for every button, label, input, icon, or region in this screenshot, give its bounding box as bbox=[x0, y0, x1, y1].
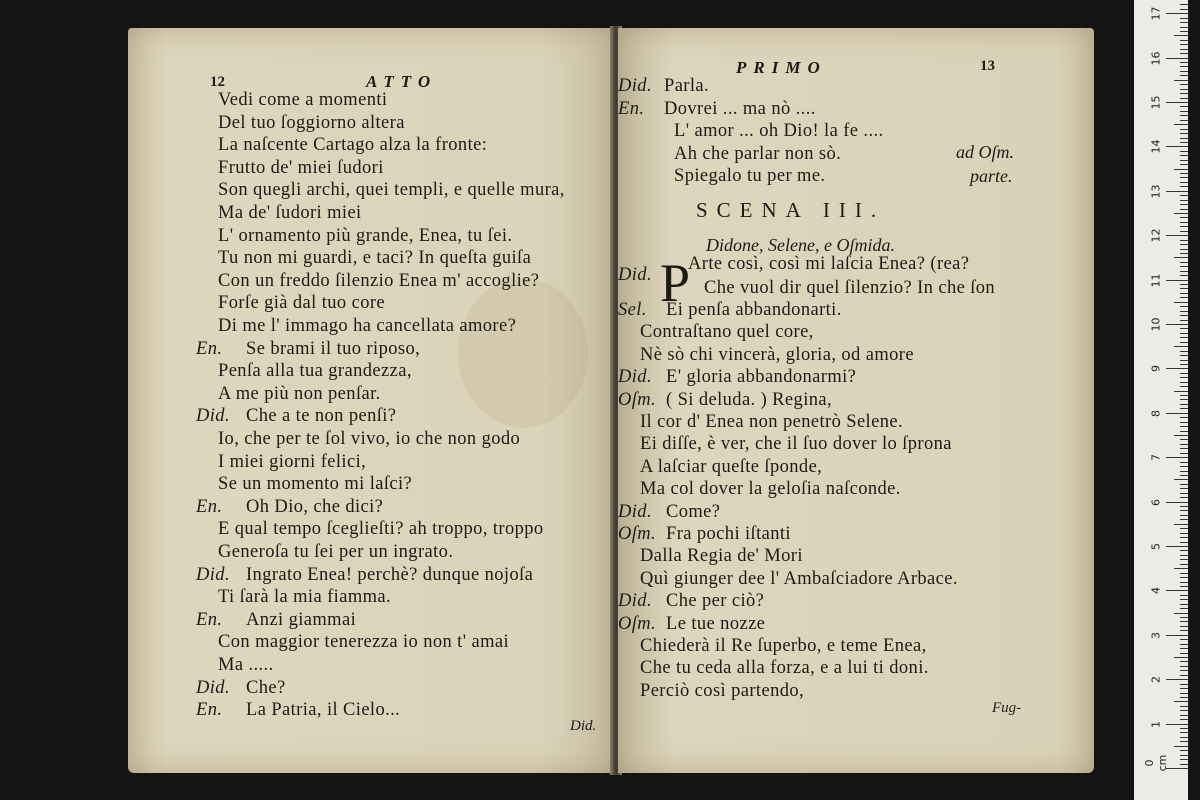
verse-line: Anzi giammai bbox=[246, 609, 357, 630]
ruler-tick bbox=[1180, 297, 1188, 298]
ruler-tick bbox=[1166, 324, 1188, 325]
verse-line: Penſa alla tua grandezza, bbox=[218, 361, 412, 382]
ruler-tick bbox=[1180, 49, 1188, 50]
aside-parte: parte. bbox=[970, 166, 1013, 186]
ruler-tick bbox=[1180, 271, 1188, 272]
ruler-tick bbox=[1180, 31, 1188, 32]
ruler-tick bbox=[1166, 146, 1188, 147]
right-page-number: 13 bbox=[980, 58, 995, 74]
ruler-tick bbox=[1180, 475, 1188, 476]
ruler-tick bbox=[1180, 360, 1188, 361]
ruler-tick bbox=[1180, 519, 1188, 520]
ruler-tick bbox=[1166, 368, 1188, 369]
verse-line: Di me l' immago ha cancellata amore? bbox=[218, 316, 517, 336]
ruler-tick bbox=[1180, 417, 1188, 418]
verse-line: Con maggior tenerezza io non t' amai bbox=[218, 632, 510, 653]
ruler-tick bbox=[1180, 764, 1188, 765]
verse-line: Il cor d' Enea non penetrò Selene. bbox=[640, 412, 903, 432]
ruler-tick bbox=[1180, 617, 1188, 618]
ruler-tick bbox=[1180, 444, 1188, 445]
ruler-tick bbox=[1180, 661, 1188, 662]
verse-line: Tu non mi guardi, e taci? In queſta guiſa bbox=[218, 248, 532, 269]
ruler-tick bbox=[1180, 240, 1188, 241]
speaker-label: Oſm. bbox=[618, 389, 657, 410]
ruler-tick bbox=[1180, 395, 1188, 396]
verse-line: Io, che per te ſol vivo, io che non godo bbox=[218, 429, 521, 449]
speaker-label: Did. bbox=[618, 501, 652, 522]
speaker-label: Sel. bbox=[618, 300, 647, 320]
ruler-tick bbox=[1180, 328, 1188, 329]
ruler-tick bbox=[1166, 13, 1188, 14]
ruler-tick bbox=[1180, 453, 1188, 454]
verse-line: Frutto de' miei ſudori bbox=[218, 157, 384, 178]
ruler-tick bbox=[1174, 213, 1188, 214]
verse-line: E qual tempo ſceglieſti? ah troppo, troppo bbox=[218, 519, 544, 540]
ruler-tick bbox=[1180, 462, 1188, 463]
ruler-tick bbox=[1180, 93, 1188, 94]
verse-line: Vedi come a momenti bbox=[218, 90, 388, 110]
ruler-tick bbox=[1180, 160, 1188, 161]
ruler-tick bbox=[1180, 466, 1188, 467]
ruler-tick bbox=[1166, 58, 1188, 59]
ruler-tick bbox=[1180, 573, 1188, 574]
ruler-tick bbox=[1174, 80, 1188, 81]
ruler-number: 5 bbox=[1149, 543, 1163, 550]
left-running-head: ATTO bbox=[366, 72, 438, 91]
ruler-tick bbox=[1174, 391, 1188, 392]
ruler-tick bbox=[1180, 186, 1188, 187]
ruler-tick bbox=[1180, 755, 1188, 756]
ruler-tick bbox=[1180, 226, 1188, 227]
ruler-tick bbox=[1180, 244, 1188, 245]
ruler-tick bbox=[1180, 471, 1188, 472]
ruler-tick bbox=[1174, 568, 1188, 569]
ruler-tick bbox=[1180, 377, 1188, 378]
ruler-tick bbox=[1180, 537, 1188, 538]
verse-line: Con un freddo ſilenzio Enea m' accoglie? bbox=[218, 270, 540, 291]
ruler-tick bbox=[1180, 515, 1188, 516]
ruler-tick bbox=[1166, 280, 1188, 281]
ruler-tick bbox=[1180, 493, 1188, 494]
ruler-tick bbox=[1180, 506, 1188, 507]
ruler-tick bbox=[1180, 595, 1188, 596]
verse-line: Ma de' ſudori miei bbox=[218, 203, 362, 223]
verse-line: Quì giunger dee l' Ambaſciadore Arbace. bbox=[640, 568, 958, 589]
ruler-tick bbox=[1180, 27, 1188, 28]
ruler-tick bbox=[1180, 284, 1188, 285]
ruler-tick bbox=[1180, 737, 1188, 738]
ruler-tick bbox=[1180, 710, 1188, 711]
ruler-tick bbox=[1180, 639, 1188, 640]
verse-line: Son quegli archi, quei templi, e quelle mura, bbox=[218, 180, 565, 201]
ruler-tick bbox=[1180, 488, 1188, 489]
verse-line: A laſciar queſte ſponde, bbox=[640, 456, 823, 477]
ruler-number: 12 bbox=[1149, 228, 1163, 243]
ruler-tick bbox=[1180, 675, 1188, 676]
ruler-tick bbox=[1180, 693, 1188, 694]
verse-line: Generoſa tu ſei per un ingrato. bbox=[218, 542, 454, 562]
left-page bbox=[128, 28, 614, 773]
ruler-tick bbox=[1180, 204, 1188, 205]
ruler-tick bbox=[1180, 577, 1188, 578]
ruler-tick bbox=[1180, 195, 1188, 196]
verse-line: Parla. bbox=[664, 76, 710, 96]
verse-line: Dovrei ... ma nò .... bbox=[664, 98, 816, 119]
ruler-tick bbox=[1166, 191, 1188, 192]
ruler-tick bbox=[1166, 235, 1188, 236]
ruler-tick bbox=[1166, 590, 1188, 591]
ruler-number: 6 bbox=[1149, 498, 1163, 506]
ruler-tick bbox=[1180, 66, 1188, 67]
ruler-number: 17 bbox=[1149, 6, 1163, 21]
verse-line: E' gloria abbandonarmi? bbox=[666, 367, 857, 388]
ruler-tick bbox=[1180, 209, 1188, 210]
ruler-tick bbox=[1174, 613, 1188, 614]
ruler-tick bbox=[1180, 120, 1188, 121]
scene-cast: Didone, Selene, e Oſmida. bbox=[706, 235, 895, 255]
ruler-tick bbox=[1180, 621, 1188, 622]
ruler-tick bbox=[1180, 75, 1188, 76]
ruler-tick bbox=[1180, 728, 1188, 729]
ruler-tick bbox=[1180, 715, 1188, 716]
ruler-tick bbox=[1180, 422, 1188, 423]
ruler-tick bbox=[1180, 510, 1188, 511]
verse-line: Le tue nozze bbox=[666, 613, 766, 634]
verse-line: Come? bbox=[666, 501, 721, 522]
ruler-tick bbox=[1180, 386, 1188, 387]
ruler-tick bbox=[1180, 408, 1188, 409]
ruler-tick bbox=[1180, 644, 1188, 645]
ruler-tick bbox=[1180, 355, 1188, 356]
ruler-tick bbox=[1180, 555, 1188, 556]
ruler-tick bbox=[1180, 404, 1188, 405]
ruler-tick bbox=[1180, 648, 1188, 649]
ruler-tick bbox=[1180, 653, 1188, 654]
open-book bbox=[128, 22, 1098, 777]
speaker-label: En. bbox=[196, 700, 223, 721]
speaker-label: En. bbox=[618, 98, 645, 119]
ruler-tick bbox=[1180, 253, 1188, 254]
ruler-tick bbox=[1180, 759, 1188, 760]
ruler-tick bbox=[1180, 293, 1188, 294]
ruler-tick bbox=[1180, 604, 1188, 605]
ruler-tick bbox=[1180, 129, 1188, 130]
ruler-tick bbox=[1174, 524, 1188, 525]
ruler-tick bbox=[1180, 182, 1188, 183]
ruler-tick bbox=[1180, 608, 1188, 609]
ruler-tick bbox=[1180, 173, 1188, 174]
right-running-head: PRIMO bbox=[736, 58, 827, 77]
ruler-tick bbox=[1180, 115, 1188, 116]
ruler-tick bbox=[1180, 448, 1188, 449]
ruler-number: 10 bbox=[1149, 317, 1163, 332]
ruler-tick bbox=[1180, 564, 1188, 565]
ruler-tick bbox=[1180, 528, 1188, 529]
measurement-ruler bbox=[1134, 0, 1188, 800]
ruler-tick bbox=[1174, 257, 1188, 258]
ruler-tick bbox=[1180, 9, 1188, 10]
verse-line: Ei diſſe, è ver, che il ſuo dover lo ſprona bbox=[640, 434, 952, 455]
verse-line: Del tuo ſoggiorno altera bbox=[218, 112, 405, 133]
ruler-tick bbox=[1180, 342, 1188, 343]
verse-line: Che a te non penſi? bbox=[246, 406, 397, 427]
ruler-tick bbox=[1180, 222, 1188, 223]
ruler-tick bbox=[1180, 311, 1188, 312]
ruler-tick bbox=[1166, 413, 1188, 414]
ruler-tick bbox=[1180, 18, 1188, 19]
ruler-tick bbox=[1180, 62, 1188, 63]
ruler-tick bbox=[1180, 750, 1188, 751]
right-catchword: Fug- bbox=[992, 700, 1022, 716]
verse-line: Perciò così partendo, bbox=[640, 680, 805, 701]
ruler-tick bbox=[1180, 533, 1188, 534]
verse-line: La Patria, il Cielo... bbox=[246, 700, 401, 721]
ruler-tick bbox=[1180, 373, 1188, 374]
aside-ad-osm: ad Oſm. bbox=[956, 142, 1014, 162]
verse-line: A me più non penſar. bbox=[218, 383, 381, 404]
right-page bbox=[618, 28, 1094, 773]
verse-line: Ingrato Enea! perchè? dunque nojoſa bbox=[246, 564, 534, 585]
speaker-label: Oſm. bbox=[618, 613, 657, 634]
ruler-tick bbox=[1166, 635, 1188, 636]
ruler-tick bbox=[1180, 684, 1188, 685]
ruler-tick bbox=[1180, 306, 1188, 307]
verse-line: Ah che parlar non sò. bbox=[674, 143, 842, 164]
verse-line: Chiederà il Re ſuperbo, e teme Enea, bbox=[640, 636, 927, 656]
first-speech-speaker: Did. bbox=[618, 265, 652, 285]
ruler-tick bbox=[1180, 106, 1188, 107]
ruler-tick bbox=[1180, 426, 1188, 427]
ruler-tick bbox=[1180, 155, 1188, 156]
ruler-tick bbox=[1180, 266, 1188, 267]
ruler-tick bbox=[1180, 22, 1188, 23]
ruler-tick bbox=[1180, 133, 1188, 134]
ruler-tick bbox=[1180, 249, 1188, 250]
ruler-tick bbox=[1180, 697, 1188, 698]
ruler-tick bbox=[1180, 599, 1188, 600]
verse-line: Ma ..... bbox=[218, 655, 274, 675]
ruler-tick bbox=[1180, 351, 1188, 352]
drop-cap: P bbox=[660, 253, 691, 313]
ruler-tick bbox=[1180, 333, 1188, 334]
ruler-tick bbox=[1180, 40, 1188, 41]
ruler-tick bbox=[1180, 71, 1188, 72]
ruler-number: 4 bbox=[1149, 587, 1163, 595]
ruler-tick bbox=[1180, 542, 1188, 543]
speaker-label: En. bbox=[196, 338, 223, 359]
ruler-tick bbox=[1180, 741, 1188, 742]
ruler-tick bbox=[1180, 582, 1188, 583]
speaker-label: Did. bbox=[196, 677, 230, 698]
ruler-tick bbox=[1180, 484, 1188, 485]
ruler-tick bbox=[1174, 479, 1188, 480]
first-speech-line-2: Che vuol dir quel ſilenzio? In che ſon bbox=[704, 278, 996, 298]
ruler-number: 8 bbox=[1149, 409, 1163, 417]
scene-heading: SCENA III. bbox=[696, 198, 886, 222]
ruler-tick bbox=[1180, 262, 1188, 263]
ruler-tick bbox=[1166, 768, 1188, 769]
ruler-tick bbox=[1166, 724, 1188, 725]
verse-line: La naſcente Cartago alza la fronte: bbox=[218, 135, 488, 156]
ruler-tick bbox=[1180, 84, 1188, 85]
ruler-tick bbox=[1166, 457, 1188, 458]
ruler-tick bbox=[1180, 688, 1188, 689]
verse-line: Che? bbox=[246, 677, 286, 698]
ruler-tick bbox=[1166, 102, 1188, 103]
ruler-tick bbox=[1180, 138, 1188, 139]
ruler-tick bbox=[1180, 586, 1188, 587]
ruler-tick bbox=[1180, 53, 1188, 54]
ruler-tick bbox=[1180, 337, 1188, 338]
ruler-tick bbox=[1180, 164, 1188, 165]
verse-line: Spiegalo tu per me. bbox=[674, 166, 826, 186]
ruler-number: 13 bbox=[1149, 184, 1163, 199]
ruler-tick bbox=[1180, 142, 1188, 143]
speaker-label: Oſm. bbox=[618, 524, 657, 544]
ruler-tick bbox=[1180, 382, 1188, 383]
ruler-tick bbox=[1174, 746, 1188, 747]
ruler-number: 9 bbox=[1149, 365, 1163, 373]
ruler-tick bbox=[1180, 497, 1188, 498]
ruler-number: 1 bbox=[1149, 720, 1163, 728]
ruler-tick bbox=[1180, 559, 1188, 560]
left-catchword: Did. bbox=[570, 718, 597, 734]
verse-line: L' amor ... oh Dio! la fe .... bbox=[674, 121, 884, 141]
ruler-tick bbox=[1180, 630, 1188, 631]
ruler-tick bbox=[1180, 732, 1188, 733]
ruler-number: 15 bbox=[1149, 95, 1163, 110]
ruler-tick bbox=[1174, 124, 1188, 125]
ruler-tick bbox=[1180, 98, 1188, 99]
ruler-tick bbox=[1174, 169, 1188, 170]
ruler-tick bbox=[1180, 44, 1188, 45]
ruler-tick bbox=[1180, 217, 1188, 218]
ruler-tick bbox=[1180, 320, 1188, 321]
ruler-tick bbox=[1180, 200, 1188, 201]
ruler-tick bbox=[1180, 275, 1188, 276]
speaker-label: Did. bbox=[618, 76, 652, 96]
ruler-tick bbox=[1166, 502, 1188, 503]
verse-line: Forſe già dal tuo core bbox=[218, 293, 386, 314]
ruler-tick bbox=[1180, 288, 1188, 289]
verse-line: Dalla Regia de' Mori bbox=[640, 546, 803, 567]
verse-line: Che tu ceda alla forza, e a lui ti doni. bbox=[640, 658, 929, 679]
ruler-tick bbox=[1180, 666, 1188, 667]
ruler-tick bbox=[1180, 151, 1188, 152]
ruler-tick bbox=[1174, 435, 1188, 436]
speaker-label: En. bbox=[196, 496, 223, 517]
verse-line: Se un momento mi laſci? bbox=[218, 474, 413, 495]
ruler-tick bbox=[1180, 177, 1188, 178]
ruler-number: 11 bbox=[1149, 273, 1163, 288]
ruler-number: 0 cm bbox=[1143, 754, 1169, 772]
ruler-tick bbox=[1180, 626, 1188, 627]
ruler-tick bbox=[1174, 302, 1188, 303]
ruler-tick bbox=[1180, 719, 1188, 720]
ruler-tick bbox=[1166, 546, 1188, 547]
ruler-tick bbox=[1174, 35, 1188, 36]
ruler-tick bbox=[1180, 111, 1188, 112]
ruler-tick bbox=[1180, 315, 1188, 316]
ruler-tick bbox=[1180, 670, 1188, 671]
verse-line: Nè sò chi vincerà, gloria, od amore bbox=[640, 344, 914, 365]
verse-line: Ti ſarà la mia fiamma. bbox=[218, 587, 392, 608]
ruler-tick bbox=[1180, 364, 1188, 365]
ruler-number: 7 bbox=[1149, 454, 1163, 462]
verse-line: Ma col dover la geloſia naſconde. bbox=[640, 479, 901, 500]
ruler-tick bbox=[1166, 679, 1188, 680]
ruler-number: 2 bbox=[1149, 676, 1163, 684]
verse-line: Che per ciò? bbox=[666, 591, 765, 612]
left-page-number: 12 bbox=[210, 74, 225, 90]
paper-stain bbox=[458, 278, 588, 428]
speaker-label: Did. bbox=[618, 367, 652, 388]
ruler-number: 16 bbox=[1149, 51, 1163, 66]
speaker-label: Did. bbox=[618, 591, 652, 612]
verse-line: Contraſtano quel core, bbox=[640, 322, 814, 343]
verse-line: I miei giorni felici, bbox=[218, 451, 367, 472]
speaker-label: Did. bbox=[196, 406, 230, 427]
ruler-number: 3 bbox=[1149, 631, 1163, 639]
ruler-tick bbox=[1174, 701, 1188, 702]
ruler-number: 14 bbox=[1149, 139, 1163, 154]
ruler-tick bbox=[1180, 4, 1188, 5]
first-speech-line-1: Arte così, così mi laſcia Enea? (rea? bbox=[688, 254, 970, 274]
ruler-tick bbox=[1180, 399, 1188, 400]
speaker-label: Did. bbox=[196, 564, 230, 585]
ruler-tick bbox=[1180, 431, 1188, 432]
verse-line: Ei penſa abbandonarti. bbox=[666, 300, 842, 320]
verse-line: ( Si deluda. ) Regina, bbox=[666, 389, 833, 410]
ruler-tick bbox=[1180, 439, 1188, 440]
ruler-tick bbox=[1180, 706, 1188, 707]
verse-line: Fra pochi iſtanti bbox=[666, 524, 791, 544]
verse-line: L' ornamento più grande, Enea, tu ſei. bbox=[218, 225, 513, 246]
ruler-tick bbox=[1180, 550, 1188, 551]
ruler-tick bbox=[1174, 657, 1188, 658]
speaker-label: En. bbox=[196, 609, 223, 630]
verse-line: Oh Dio, che dici? bbox=[246, 496, 384, 517]
ruler-tick bbox=[1180, 231, 1188, 232]
verse-line: Se brami il tuo riposo, bbox=[246, 338, 421, 359]
ruler-tick bbox=[1180, 89, 1188, 90]
ruler-tick bbox=[1174, 346, 1188, 347]
